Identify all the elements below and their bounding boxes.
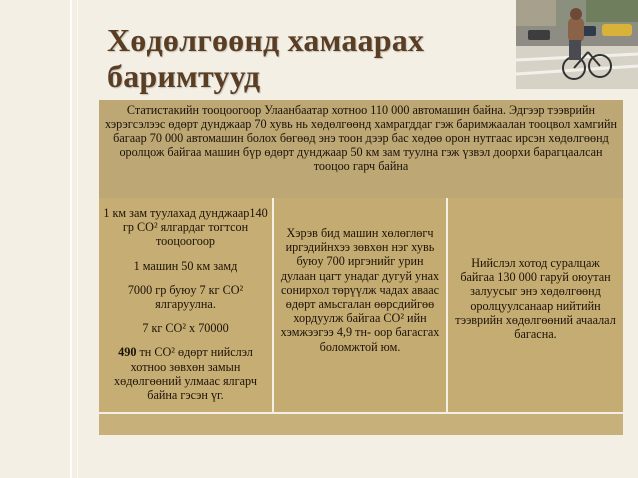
table-footer-strip [99,412,623,435]
decorative-rule [77,0,78,478]
emission-total: 490 [118,345,137,360]
facts-table [99,198,623,435]
intro-text-panel: Статистакийн тооцоогоор Улаанбаатар хотноо 110 000 автомашин байна. Эдгээр тээврийн хэрэгсэлээс өдөрт дунджаар 70 хувь нь хөдөлгөөнд хамрагддаг гэж баримжаалан тооцвол хамгийн багаар 70 000 автомашин болох бөгөөд энэ тоон дээр бас хөдөө орон нутгаас ирсэн хөдөлгөөнд оролцож байгаа машин бүр өдөрт дунджаар 50 км зам туулна гэж үзвэл доорхи барагцаалсан тооцоо гарч байна [99,100,623,198]
cell-text: 7 кг CO² x 70000 [142,321,229,336]
cyclist-street-image [516,0,638,89]
table-cell-emissions [99,198,274,435]
table-cell-cycling: Хэрэв бид машин хөлөглөгч иргэдийнхээ зөвхөн нэг хувь буюу 700 иргэнийг урин дулаан цагт унадаг дугуй унах сонирхол төрүүлж чадах аваас өдөрт амьсгалан өөрсдийгөө хордуулж байгаа CO² ийн хэмжээгээ 4,9 тн- оор багасгах боломжтой юм. [274,198,448,435]
table-cell-students: Нийслэл хотод суралцаж байгаа 130 000 гаруй оюутан залуусыг энэ хөдөлгөөнд оролцуулсанаар нийтийн тээврийн хөдөлгөөний ачаалал багасна. [448,198,623,435]
cell-text [103,345,268,402]
cell-text: 7000 гр буюу 7 кг CO² ялгаруулна. [127,282,244,312]
cell-text: тн CO² өдөрт нийслэл хотноо зөвхөн замын хөдөлгөөний улмаас ялгарч байна гэсэн үг. [114,345,257,403]
street-photo [516,0,638,89]
slide-title: Хөдөлгөөнд хамаарах баримтууд [107,22,425,94]
decorative-rule [70,0,72,478]
cell-text: 1 машин 50 км замд [133,258,238,273]
cell-text: 1 км зам туулахад дунджаар140 гр CO² ялгардаг тогтсон тооцоогоор [103,206,268,249]
